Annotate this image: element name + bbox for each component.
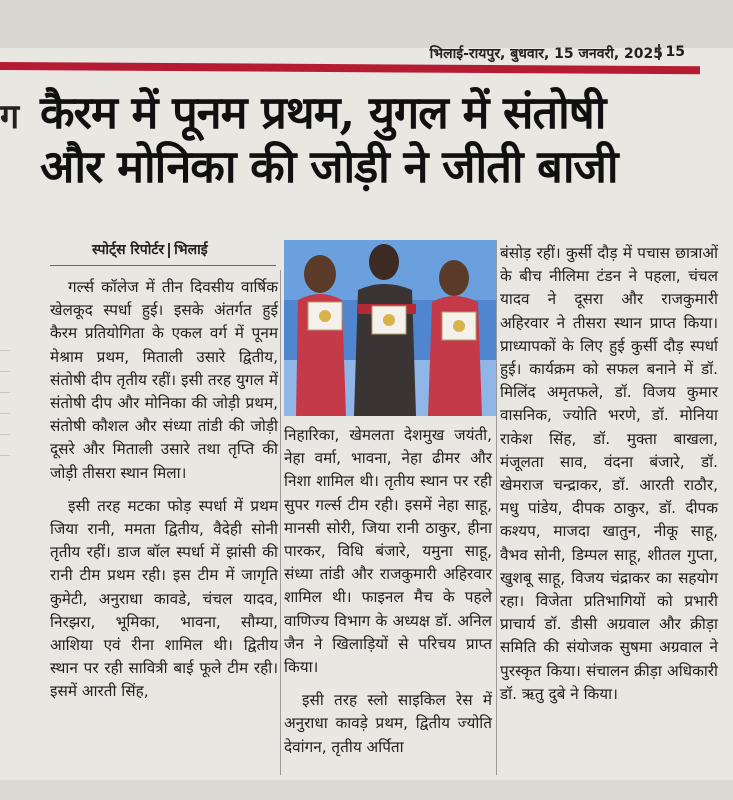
adjacent-article-fragment	[0, 97, 20, 218]
page-number: 15	[658, 44, 685, 60]
byline-reporter: स्पोर्ट्स रिपोर्टर	[92, 242, 165, 258]
column-divider	[496, 240, 497, 775]
paragraph: इसी तरह स्लो साइकिल रेस में अनुराधा कावड़े प्रथम, द्वितीय ज्योति देवांगन, तृतीय अर्पिता	[284, 691, 492, 756]
paragraph: बंसोड़ रहीं। कुर्सी दौड़ में पचास छात्राओं के बीच नीलिमा टंडन ने पहला, चंचल यादव ने दूसरा और राजकुमारी अहिरवार ने तीसरा स्थान प्राप्त किया। प्राध्यापकों के लिए हुई कुर्सी दौड़ स्पर्धा हुई। कार्यक्रम को सफल बनाने में डॉ. मिलिंद अमृतफले, डॉ. विजय कुमार वासनिक, ज्योति भरणे, डॉ. मोनिया राकेश सिंह, डॉ. मुक्ता बाखला, मंजूलता साव, वंदना बंजारे, डॉ. खेमराज चन्द्राकर, डॉ. आरती राठौर, मधु पांडेय, दीपक ठाकुर, डॉ. दीपक कश्यप, माजदा खातुन, नीकू साहू, वैभव सोनी, डिम्पल साहू, शीतल गुप्ता, खुशबू साहू, विजय चंद्राकर का सहयोग रहा। विजेता प्रतिभागियों को प्रभारी प्राचार्य डॉ. डीसी अग्रवाल और क्रीड़ा समिति की संयोजक सुषमा अग्रवाल ने पुरस्कृत किया। संचालन क्रीड़ा अधिकारी डॉ. ऋतु दुबे ने किया।	[500, 244, 718, 703]
paragraph: गर्ल्स कॉलेज में तीन दिवसीय वार्षिक खेलकूद स्पर्धा हुई। इसके अंतर्गत हुई कैरम प्रतियोगिता के एकल वर्ग में पूनम मेश्राम प्रथम, मिताली उसारे द्वितीय, संतोषी दीप तृतीय रहीं। इसी तरह युगल में संतोषी दीप और मोनिका की जोड़ी प्रथम, संतोषी कौशल और संध्या तांडी की जोड़ी दूसरे और मिताली उसारे तथा तृप्ति की जोड़ी तीसरा स्थान मिला।	[50, 278, 278, 482]
article-column-1	[50, 276, 278, 704]
headline-line-1: कैरम में पूनम प्रथम, युगल में संतोषी	[40, 86, 606, 139]
fragment-line	[0, 351, 10, 372]
winners-photo-icon	[284, 240, 496, 416]
page-bottom-margin	[0, 780, 733, 800]
fragment-line	[0, 330, 10, 351]
byline-rule	[50, 265, 276, 266]
column-divider	[280, 270, 281, 775]
byline	[92, 240, 208, 259]
byline-separator	[168, 243, 170, 258]
fragment-line	[0, 372, 10, 393]
paragraph: इसी तरह मटका फोड़ स्पर्धा में प्रथम जिया रानी, ममता द्वितीय, वैदेही सोनी तृतीय रहीं। डाज बॉल स्पर्धा में झांसी की रानी टीम प्रथम रही। इस टीम में जागृति कुमेटी, अनुराधा कावडे, चंचल यादव, निरझरा, भूमिका, भावना, सौम्या, आशिया एवं रीना शामिल थी। द्वितीय स्थान पर रही सावित्री बाई फूले टीम रही। इसमें आरती सिंह,	[50, 496, 278, 701]
fragment-line	[0, 393, 10, 414]
section-red-bar	[0, 62, 700, 74]
adjacent-article-lines	[0, 330, 10, 456]
paragraph: निहारिका, खेमलता देशमुख जयंती, नेहा वर्मा, भावना, नेहा ढीमर और निशा शामिल थी। तृतीय स्थान पर रही सुपर गर्ल्स टीम रही। इसमें नेहा साहू, मानसी सोरी, जिया रानी ठाकुर, हीना पारकर, विधि बंजारे, यमुना साहू, संध्या तांडी और राजकुमारी अहिरवार शामिल थी। फाइनल मैच के पहले वाणिज्य विभाग के अध्यक्ष डॉ. अनिल जैन ने खिलाड़ियों से परिचय प्राप्त किया।	[284, 426, 492, 677]
fragment-line	[0, 414, 10, 435]
dateline: भिलाई-रायपुर, बुधवार, 15 जनवरी, 2025	[429, 46, 663, 62]
page-top-margin	[0, 0, 733, 48]
article-column-3	[500, 242, 718, 706]
fragment-letter: ग	[0, 97, 20, 137]
article-column-2	[284, 424, 492, 759]
fragment-line	[0, 435, 10, 456]
winners-photo	[284, 240, 496, 416]
byline-place: भिलाई	[174, 242, 208, 258]
headline-line-2: और मोनिका की जोड़ी ने जीती बाजी	[40, 140, 618, 193]
headline	[40, 86, 730, 194]
